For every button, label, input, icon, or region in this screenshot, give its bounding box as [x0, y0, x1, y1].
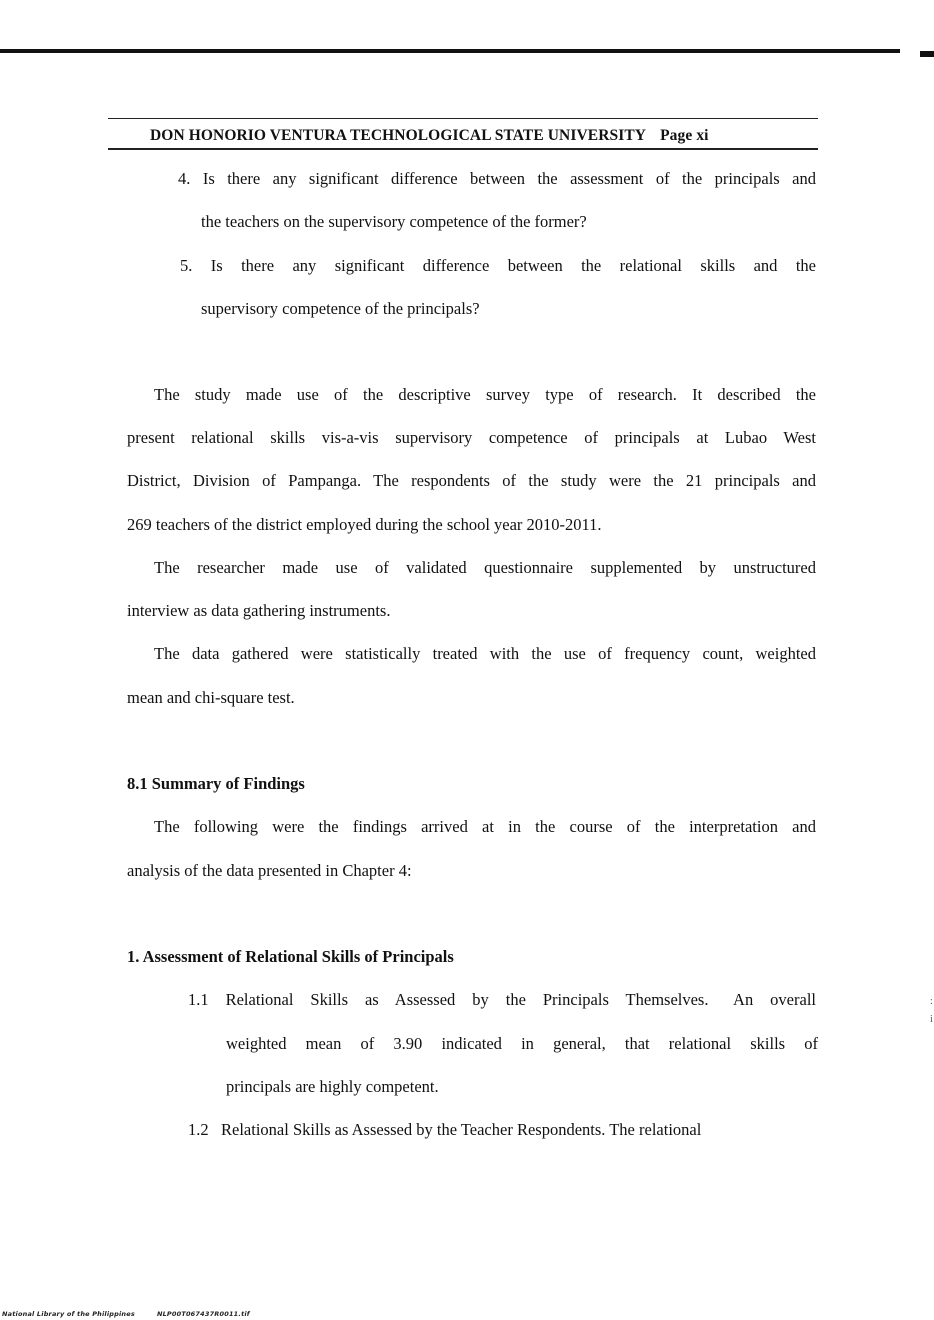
margin-scan-mark: : — [930, 996, 933, 1007]
summary-intro-line-2: analysis of the data presented in Chapter 4: — [127, 861, 412, 880]
header-rule-bottom — [108, 148, 818, 150]
method-p3-line-1: The data gathered were statistically treated with the use of frequency count, weighted — [154, 644, 816, 663]
library-stamp — [2, 1310, 250, 1318]
problem-5-line-2: supervisory competence of the principals? — [201, 299, 480, 318]
item-1-1-line-3: principals are highly competent. — [226, 1077, 439, 1096]
problem-5-line-1: 5. Is there any significant difference between the relational skills and the — [180, 256, 816, 275]
method-p1-line-3: District, Division of Pampanga. The respondents of the study were the 21 principals and — [127, 471, 816, 490]
scan-border-bar — [0, 49, 900, 53]
item-1-1-line-1: 1.1 Relational Skills as Assessed by the Principals Themselves. An overall — [188, 990, 816, 1009]
method-p3-line-2: mean and chi-square test. — [127, 688, 295, 707]
item-1-2-line-1: 1.2 Relational Skills as Assessed by the Teacher Respondents. The relational — [188, 1120, 702, 1139]
section-heading-summary: 8.1 Summary of Findings — [127, 774, 305, 793]
method-p2-line-1: The researcher made use of validated questionnaire supplemented by unstructured — [154, 558, 816, 577]
page-number: Page xi — [660, 127, 709, 144]
summary-intro-line-1: The following were the findings arrived at in the course of the interpretation and — [154, 817, 816, 836]
margin-scan-mark: i — [930, 1014, 933, 1025]
running-header — [150, 127, 709, 145]
method-p2-line-2: interview as data gathering instruments. — [127, 601, 391, 620]
header-rule-top — [108, 118, 818, 119]
scan-border-mark — [920, 51, 934, 57]
method-p1-line-1: The study made use of the descriptive survey type of research. It described the — [154, 385, 816, 404]
method-p1-line-2: present relational skills vis-a-vis supervisory competence of principals at Lubao West — [127, 428, 816, 447]
library-name: National Library of the Philippines — [2, 1310, 135, 1318]
method-p1-line-4: 269 teachers of the district employed during the school year 2010-2011. — [127, 515, 602, 534]
section-heading-assessment: 1. Assessment of Relational Skills of Principals — [127, 947, 454, 966]
university-name: DON HONORIO VENTURA TECHNOLOGICAL STATE UNIVERSITY — [150, 127, 647, 144]
problem-4-line-2: the teachers on the supervisory competence of the former? — [201, 212, 587, 231]
item-1-1-line-2: weighted mean of 3.90 indicated in general, that relational skills of — [226, 1034, 818, 1053]
scan-file-id: NLP00T067437R0011.tif — [156, 1310, 250, 1318]
problem-4-line-1: 4. Is there any significant difference between the assessment of the principals and — [178, 169, 816, 188]
